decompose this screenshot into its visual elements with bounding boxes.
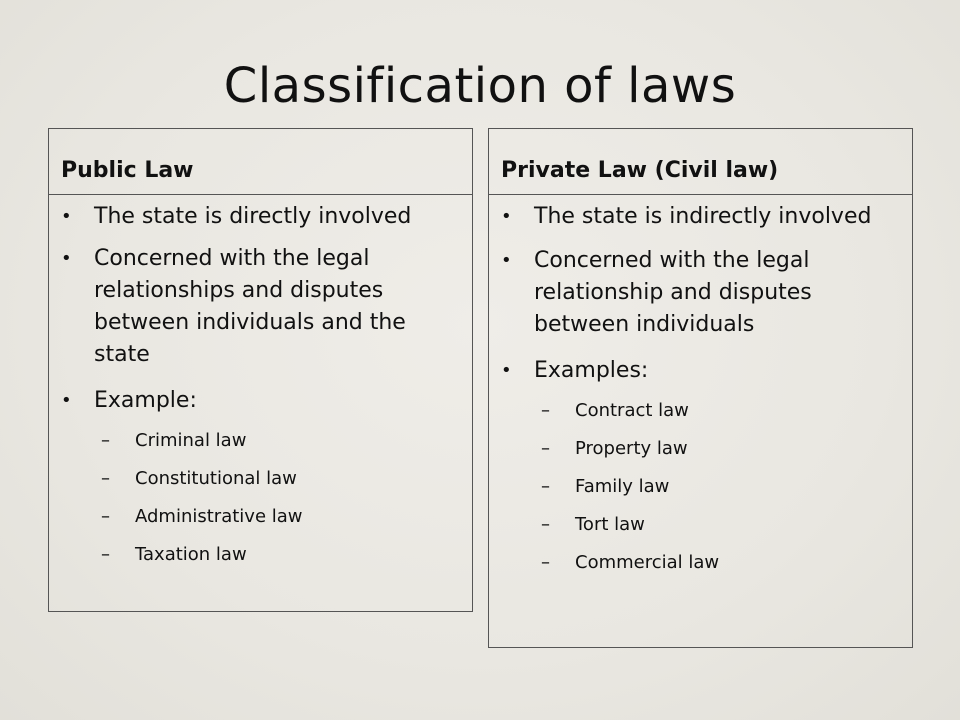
bullet-item bbox=[489, 245, 912, 341]
example-text: Family law bbox=[575, 476, 670, 497]
public-law-examples bbox=[49, 429, 472, 567]
example-text: Commercial law bbox=[575, 552, 720, 573]
example-item bbox=[489, 437, 912, 461]
bullet-icon: • bbox=[61, 206, 72, 227]
dash-icon: – bbox=[101, 430, 110, 451]
example-text: Tort law bbox=[575, 514, 645, 535]
dash-icon: – bbox=[101, 544, 110, 565]
private-law-examples bbox=[489, 399, 912, 575]
public-law-bullets bbox=[49, 195, 472, 417]
bullet-item bbox=[49, 243, 472, 371]
private-law-column bbox=[488, 128, 913, 648]
example-text: Administrative law bbox=[135, 506, 303, 527]
bullet-item bbox=[489, 355, 912, 387]
dash-icon: – bbox=[541, 438, 550, 459]
example-item bbox=[489, 513, 912, 537]
dash-icon: – bbox=[541, 552, 550, 573]
slide-title: Classification of laws bbox=[223, 58, 737, 114]
bullet-icon: • bbox=[501, 206, 512, 227]
public-law-column bbox=[48, 128, 473, 612]
example-item bbox=[49, 429, 472, 453]
example-item bbox=[489, 475, 912, 499]
bullet-text: The state is directly involved bbox=[94, 204, 412, 229]
bullet-item bbox=[489, 201, 912, 233]
dash-icon: – bbox=[541, 514, 550, 535]
dash-icon: – bbox=[101, 468, 110, 489]
dash-icon: – bbox=[101, 506, 110, 527]
bullet-item bbox=[49, 201, 472, 233]
example-item bbox=[49, 467, 472, 491]
private-law-heading: Private Law (Civil law) bbox=[489, 129, 912, 195]
example-item bbox=[489, 399, 912, 423]
dash-icon: – bbox=[541, 476, 550, 497]
bullet-icon: • bbox=[61, 248, 72, 269]
bullet-text: The state is indirectly involved bbox=[534, 204, 872, 229]
example-text: Contract law bbox=[575, 400, 689, 421]
bullet-text: Examples: bbox=[534, 358, 649, 383]
bullet-icon: • bbox=[501, 250, 512, 271]
public-law-heading: Public Law bbox=[49, 129, 472, 195]
example-text: Taxation law bbox=[135, 544, 247, 565]
bullet-icon: • bbox=[61, 390, 72, 411]
example-item bbox=[489, 551, 912, 575]
bullet-text: Concerned with the legal relationships and disputes between individuals and the state bbox=[94, 246, 406, 367]
private-law-bullets bbox=[489, 195, 912, 387]
bullet-item bbox=[49, 385, 472, 417]
example-text: Constitutional law bbox=[135, 468, 297, 489]
dash-icon: – bbox=[541, 400, 550, 421]
bullet-text: Example: bbox=[94, 388, 197, 413]
bullet-icon: • bbox=[501, 360, 512, 381]
example-text: Criminal law bbox=[135, 430, 247, 451]
example-text: Property law bbox=[575, 438, 688, 459]
example-item bbox=[49, 505, 472, 529]
example-item bbox=[49, 543, 472, 567]
bullet-text: Concerned with the legal relationship and disputes between individuals bbox=[534, 248, 812, 337]
